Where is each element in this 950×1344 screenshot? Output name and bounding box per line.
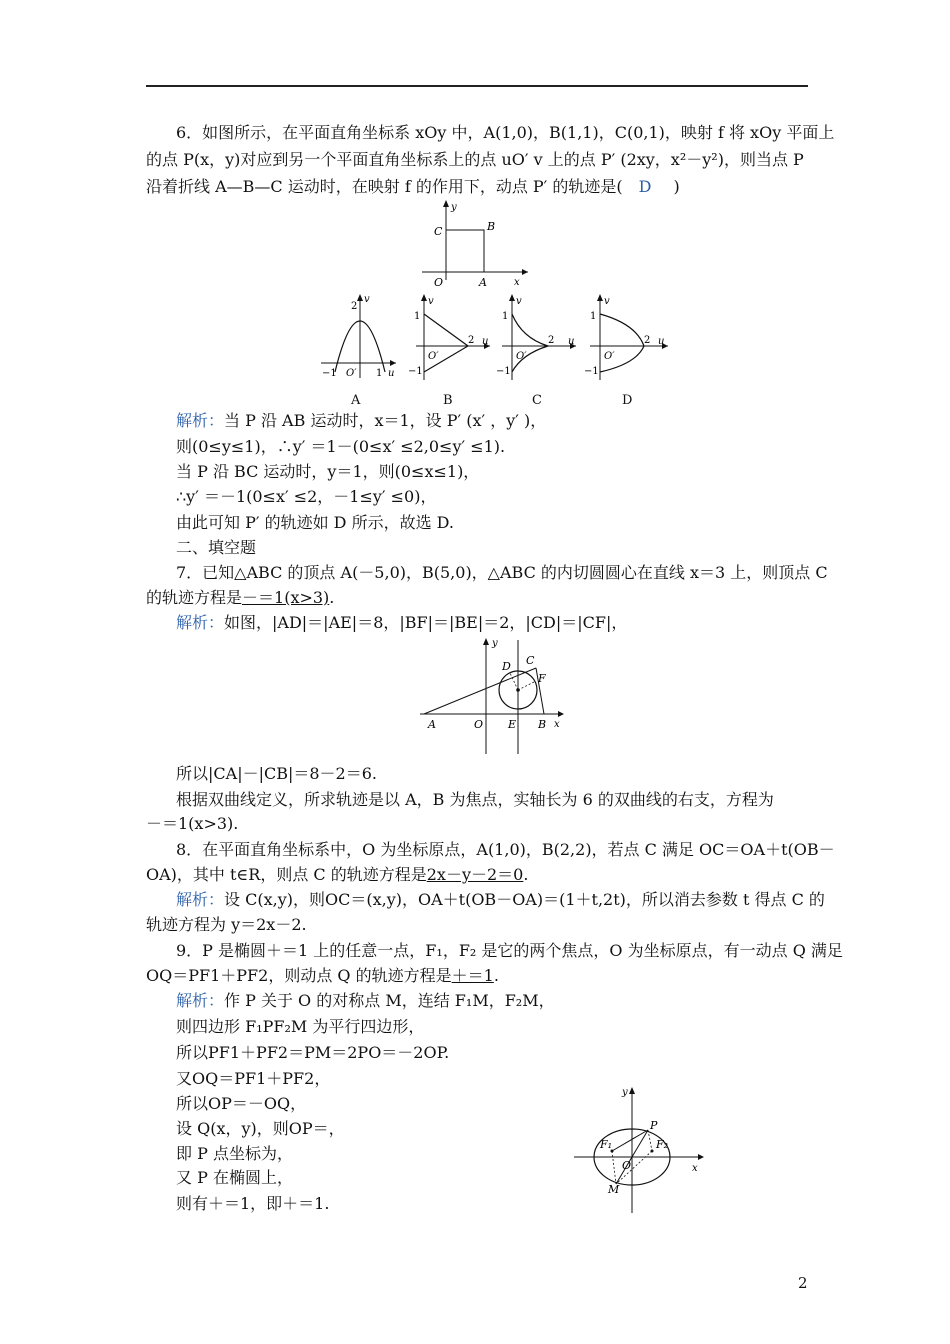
q9-line-2: [146, 965, 499, 987]
q7-label-d: D: [502, 660, 511, 673]
q8-solution-lead: 解析：: [176, 890, 225, 909]
option-b-curve: [424, 314, 468, 372]
q9-line-1: 9．P 是椭圆＋＝1 上的任意一点，F₁，F₂ 是它的两个焦点，O 为坐标原点，有一动点 Q 满足: [176, 941, 843, 960]
q9-solution-6: 设 Q(x，y)，则OP＝，: [176, 1119, 345, 1138]
q7-line-2: [146, 587, 334, 609]
opt-b-2: 2: [468, 335, 475, 346]
opt-d-2: 2: [644, 335, 651, 346]
option-a-label: A: [351, 393, 361, 408]
option-c-graph: [494, 292, 578, 382]
q9-solution-4: 又OQ＝PF1＋PF2，: [176, 1069, 331, 1088]
label-b: B: [487, 220, 496, 233]
q7-label-y: y: [492, 638, 498, 649]
opt-a-1: 1: [376, 368, 383, 379]
q9-label-y: y: [622, 1087, 628, 1098]
opt-b-u: u: [482, 336, 489, 347]
opt-a-m1: −1: [322, 368, 337, 379]
q9-solution-3: 所以PF1＋PF2＝PM＝2PO＝－2OP.: [176, 1043, 450, 1062]
opt-b-1: 1: [414, 311, 421, 322]
q9-line-2-text: OQ＝PF1＋PF2，则动点 Q 的轨迹方程是: [146, 966, 452, 985]
opt-b-m1: −1: [408, 366, 423, 377]
opt-c-u: u: [568, 336, 575, 347]
q9-line-2-end: .: [493, 966, 499, 985]
q6-main-figure: [420, 198, 532, 289]
q7-line-2-text: 的轨迹方程是: [146, 588, 243, 607]
opt-a-v: v: [364, 294, 370, 305]
q6-solution-4: ∴y′ ＝－1(0≤x′ ≤2，－1≤y′ ≤0)，: [176, 487, 437, 506]
q6-solution-1-text: 当 P 沿 AB 运动时，x＝1，设 P′ (x′ ，y′ )，: [224, 411, 547, 430]
opt-c-m1: −1: [496, 366, 511, 377]
option-b-graph: [408, 292, 492, 382]
opt-c-v: v: [516, 296, 522, 307]
option-c-label: C: [532, 393, 542, 408]
q6-solution-2: 则(0≤y≤1)，∴y′ ＝1－(0≤x′ ≤2,0≤y′ ≤1).: [176, 437, 506, 456]
q7-solution-2: 所以|CA|－|CB|＝8－2＝6.: [176, 764, 377, 783]
option-d-curve: [600, 314, 644, 372]
option-d-graph: [586, 292, 670, 382]
q9-solution-5: 所以OP＝－OQ，: [176, 1094, 307, 1113]
q9-label-m: M: [608, 1183, 620, 1196]
option-b-label: B: [443, 393, 453, 408]
q9-solution-8: 又 P 在椭圆上，: [176, 1168, 293, 1187]
opt-d-o: O′: [604, 351, 615, 362]
opt-d-m1: −1: [584, 366, 599, 377]
header-rule: [146, 85, 808, 87]
q8-line-2-end: .: [523, 865, 529, 884]
q7-label-e: E: [508, 718, 517, 731]
q6-line-3-text: 沿着折线 A—B—C 运动时，在映射 f 的作用下，动点 P′ 的轨迹是(: [146, 177, 623, 196]
q8-solution-1-text: 设 C(x,y)，则OC＝(x,y)，OA＋t(OB－OA)＝(1＋t,2t)，所以消去参数 t 得点 C 的: [224, 890, 825, 909]
q7-line-2-end: .: [329, 588, 335, 607]
q7-line-1: 7．已知△ABC 的顶点 A(－5,0)，B(5,0)，△ABC 的内切圆圆心在直线 x＝3 上，则顶点 C: [176, 563, 828, 582]
q7-solution-1-text: 如图，|AD|＝|AE|＝8，|BF|＝|BE|＝2，|CD|＝|CF|，: [224, 613, 628, 632]
q8-line-2-text: OA)，其中 t∈R，则点 C 的轨迹方程是: [146, 865, 427, 884]
label-x: x: [514, 277, 520, 288]
page-number: 2: [798, 1274, 808, 1292]
q6-line-1: 6．如图所示，在平面直角坐标系 xOy 中，A(1,0)，B(1,1)，C(0,1)，映射 f 将 xOy 平面上: [176, 123, 835, 142]
q6-solution-3: 当 P 沿 BC 运动时，y＝1，则(0≤x≤1)，: [176, 462, 480, 481]
q8-solution-1: [176, 889, 825, 911]
q7-solution-1: [176, 612, 627, 634]
q7-label-x: x: [554, 719, 560, 730]
label-o: O: [434, 276, 444, 289]
path-abc: [446, 230, 484, 272]
q7-figure: [418, 636, 566, 756]
section-heading: 二、填空题: [176, 538, 257, 557]
opt-c-o: O′: [516, 351, 527, 362]
q7-solution-lead: 解析：: [176, 613, 225, 632]
q8-line-2: [146, 864, 528, 886]
q6-solution-1: [176, 410, 546, 432]
q9-solution-lead: 解析：: [176, 991, 225, 1010]
opt-d-u: u: [658, 336, 665, 347]
label-y: y: [451, 202, 457, 213]
opt-b-o: O′: [428, 351, 439, 362]
label-c: C: [434, 225, 443, 238]
q6-solution-5: 由此可知 P′ 的轨迹如 D 所示，故选 D.: [176, 513, 455, 532]
q7-label-a: A: [428, 718, 436, 731]
q6-line-3: [146, 176, 680, 198]
q9-label-f1: F₁: [600, 1138, 613, 1151]
q7-answer: －＝1(x>3): [242, 588, 330, 607]
q6-line-3-close: ): [673, 177, 680, 196]
opt-c-1: 1: [502, 311, 509, 322]
opt-d-v: v: [604, 296, 610, 307]
label-a: A: [479, 276, 487, 289]
option-c-curve: [512, 314, 548, 372]
q9-label-x: x: [692, 1163, 698, 1174]
q7-label-c: C: [526, 654, 535, 667]
q6-line-2: 的点 P(x，y)对应到另一个平面直角坐标系上的点 uO′ v 上的点 P′ (2xy，x²－y²)，则当点 P: [146, 150, 804, 169]
q9-ellipse-figure: [572, 1085, 706, 1217]
q9-solution-1: [176, 990, 555, 1012]
q7-label-f: F: [538, 672, 546, 685]
opt-a-o: O′: [346, 368, 357, 379]
opt-a-2: 2: [351, 301, 358, 312]
q7-solution-3: 根据双曲线定义，所求轨迹是以 A，B 为焦点，实轴长为 6 的双曲线的右支，方程为: [176, 790, 774, 809]
option-d-label: D: [622, 393, 633, 408]
q7-label-b: B: [538, 718, 547, 731]
q6-answer: D: [638, 177, 652, 196]
q9-solution-2: 则四边形 F₁PF₂M 为平行四边形，: [176, 1017, 425, 1036]
opt-d-1: 1: [590, 311, 597, 322]
q8-line-1: 8．在平面直角坐标系中，O 为坐标原点，A(1,0)，B(2,2)，若点 C 满足 OC＝OA＋t(OB－: [176, 840, 835, 859]
q9-solution-1-text: 作 P 关于 O 的对称点 M，连结 F₁M，F₂M，: [224, 991, 555, 1010]
opt-b-v: v: [428, 296, 434, 307]
option-a-graph: [318, 292, 398, 382]
q9-label-o: O: [622, 1159, 632, 1172]
q7-label-o: O: [474, 718, 484, 731]
q8-answer: 2x－y－2＝0: [426, 865, 524, 884]
q9-answer: ＋＝1: [451, 966, 494, 985]
q6-solution-lead: 解析：: [176, 411, 225, 430]
q7-solution-4: －＝1(x>3).: [146, 814, 239, 833]
opt-a-u: u: [388, 368, 395, 379]
q9-solution-9: 则有＋＝1，即＋＝1.: [176, 1194, 330, 1213]
q9-solution-7: 即 P 点坐标为，: [176, 1144, 293, 1163]
opt-c-2: 2: [548, 335, 555, 346]
q9-label-p: P: [650, 1119, 658, 1132]
q9-label-f2: F₂: [656, 1138, 669, 1151]
q8-solution-2: 轨迹方程为 y＝2x－2.: [146, 915, 307, 934]
